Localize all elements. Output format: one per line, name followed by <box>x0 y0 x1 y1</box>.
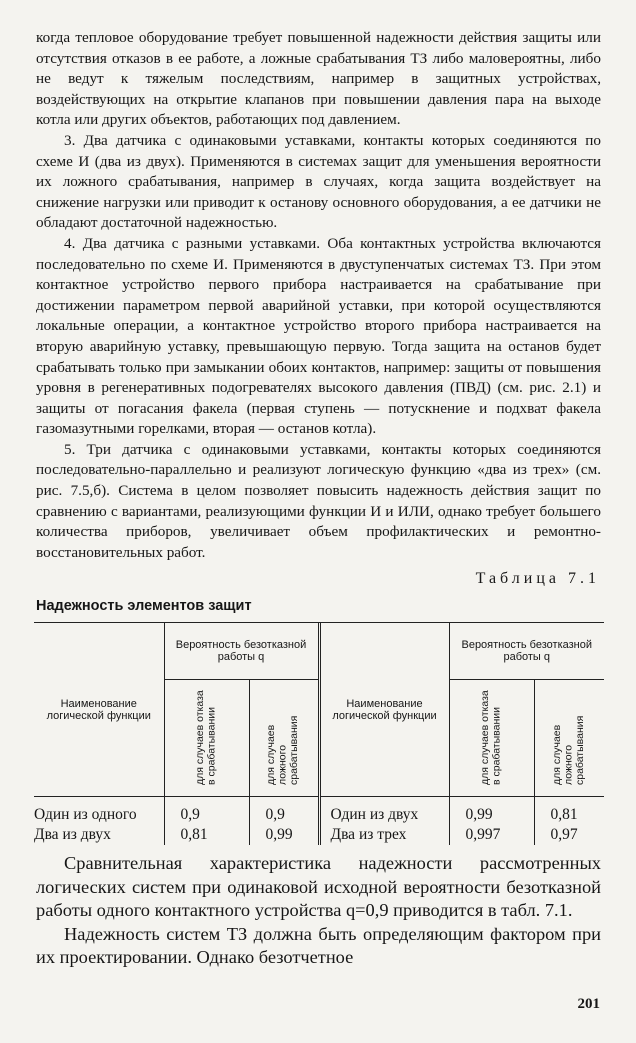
header-probability-right: Вероятность безотказной работы q <box>449 623 604 680</box>
cell-failure-left: 0,81 <box>164 825 249 845</box>
header-false-cell-left <box>249 680 319 797</box>
cell-false-right: 0,81 <box>534 805 604 825</box>
paragraph-item-4: 4. Два датчика с разными уставками. Оба контактных устройства включаются последовательно по схеме И. Применяются в двуступенчатых системах ТЗ. При этом контактное устройство первого прибора настраивается на срабатывание при достижении параметром первой аварийной уставки, при которой осуществляются локальные операции, а контактное устройство второго прибора настраивается на вторую аварийную уставку, превышающую первую. Тогда защита на останов будет срабатывать только при замыкании обоих контактов, например: защиты от повышения уровня в регенеративных подогревателях высокого давления (ПВД) (см. рис. 2.1) и защиты от погасания факела (первая ступень — потускнение и подхват факела газомазутными горелками, вторая — останов котла). <box>36 234 601 438</box>
table-title: Надежность элементов защит <box>36 598 252 614</box>
table-row <box>34 805 604 825</box>
paragraph-reliability: Надежность систем ТЗ должна быть определяющим фактором при их проектировании. Однако безотчетное <box>36 923 601 967</box>
cell-function-left: Один из одного <box>34 806 137 823</box>
table-caption: Таблица 7.1 <box>475 570 600 587</box>
table-row <box>34 825 604 845</box>
cell-function-right: Два из трех <box>319 825 449 845</box>
cell-failure-right: 0,997 <box>449 825 534 845</box>
header-failure-cell-left <box>164 680 249 797</box>
cell-false-left: 0,9 <box>249 805 319 825</box>
header-failure-left: для случаев отказа в срабатывании <box>194 690 218 785</box>
cell-function-right: Один из двух <box>319 805 449 825</box>
header-failure-cell-right <box>449 680 534 797</box>
header-false-left: для случаев ложного срабатывания <box>265 715 301 785</box>
text-after-table <box>36 852 601 970</box>
page-number: 201 <box>577 996 600 1012</box>
header-function-name-right: Наименование логической функции <box>319 623 449 797</box>
paragraph-comparison: Сравнительная характеристика надежности рассмотренных логических систем при одинаковой исходной вероятности безотказной работы одного контактного устройства q=0,9 приводится в табл. 7.1. <box>36 853 601 920</box>
paragraph-continuation: когда тепловое оборудование требует повышенной надежности действия защиты или отсутствия отказов в ее работе, а ложные срабатывания ТЗ либо маловероятны, либо не ведут к тяжелым последствиям, например в защитных устройствах, воздействующих на открытие клапанов при повышении давления пара на выходе котла или других объектов, работающих под давлением. <box>36 29 601 129</box>
header-false-right: для случаев ложного срабатывания <box>551 715 586 785</box>
header-probability-left: Вероятность безотказной работы q <box>164 623 319 680</box>
cell-false-right: 0,97 <box>534 825 604 845</box>
paragraph-item-5: 5. Три датчика с одинаковыми уставками, контакты которых соединяются последовательно-параллельно и реализуют логическую функцию «два из трех» (см. рис. 7.5,б). Система в целом позволяет повысить надежность действия защит по сравнению с вариантами, реализующими функции И и ИЛИ, однако требует большего количества приборов, увеличивает объем профилактических и ремонтно-восстановительных работ. <box>36 440 601 561</box>
cell-function-left: Два из двух <box>34 826 111 843</box>
header-function-name-left: Наименование логической функции <box>46 697 151 722</box>
cell-false-left: 0,99 <box>249 825 319 845</box>
paragraph-item-3: 3. Два датчика с одинаковыми уставками, контакты которых соединяются по схеме И (два из двух). Применяются в системах защит для уменьшения вероятности их ложного срабатывания, например в случаях, когда защита воздействует на снижение нагрузки или приводит к останову основного оборудования, а ее датчики не обладают достаточной надежностью. <box>36 131 601 232</box>
body-text <box>36 28 601 563</box>
header-false-cell-right <box>534 680 604 797</box>
cell-failure-right: 0,99 <box>449 805 534 825</box>
cell-failure-left: 0,9 <box>164 805 249 825</box>
header-failure-right: для случаев отказа в срабатывании <box>479 690 503 785</box>
reliability-table <box>34 622 604 845</box>
